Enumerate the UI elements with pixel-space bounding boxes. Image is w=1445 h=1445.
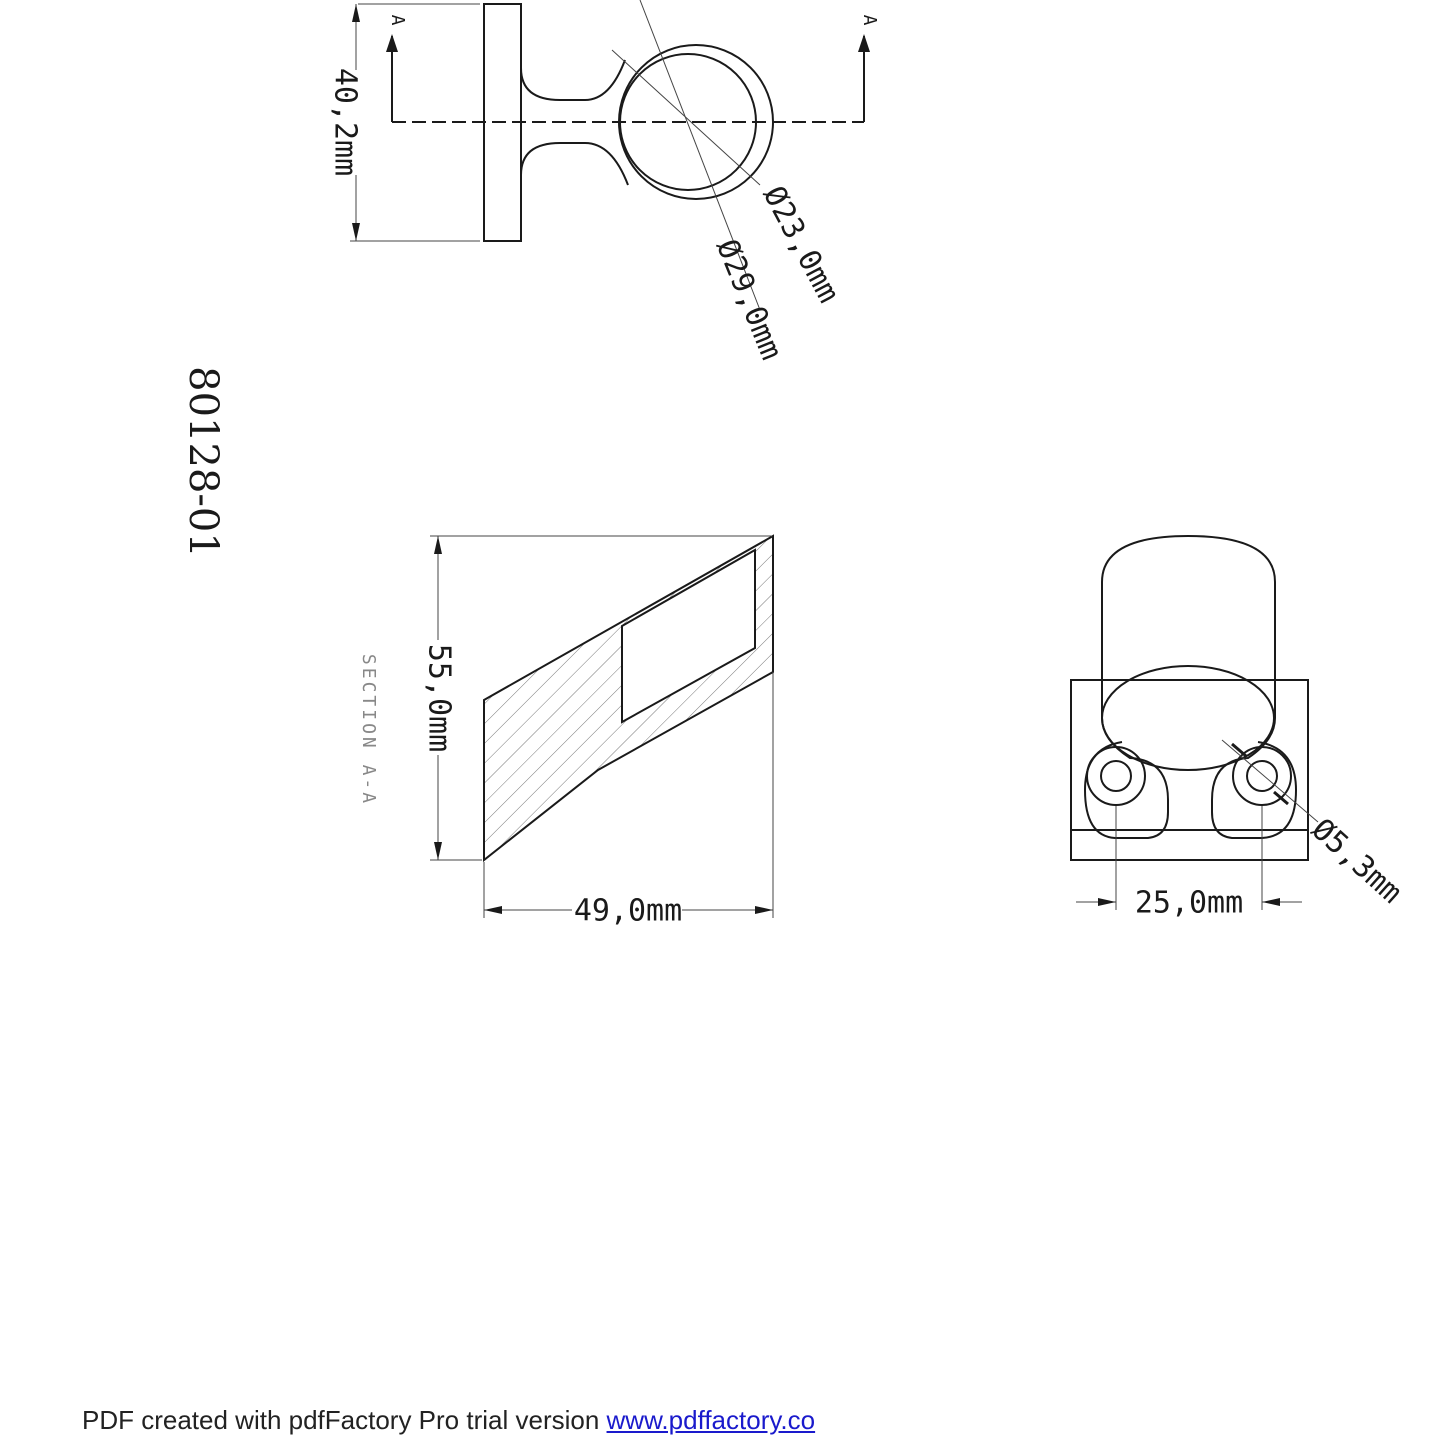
section-label: SECTION A-A	[358, 653, 379, 807]
dim-arrow	[755, 906, 773, 914]
front-lobe-left	[1085, 718, 1168, 838]
outer-diameter-label: Ø29,0mm	[709, 234, 789, 365]
dim-arrow	[434, 536, 442, 554]
section-view	[358, 536, 773, 929]
section-arrow-left	[386, 34, 398, 52]
height-dimension: 40,2mm	[327, 67, 363, 177]
footer-text: PDF created with pdfFactory Pro trial version	[82, 1405, 607, 1435]
pdf-footer	[82, 1405, 815, 1436]
mount-hole-left	[1101, 761, 1131, 791]
dim-arrow	[484, 906, 502, 914]
front-cylinder-end	[1102, 666, 1274, 770]
front-cylinder	[1102, 536, 1275, 718]
part-number: 80128-01	[180, 366, 226, 558]
spacing-dimension: 25,0mm	[1134, 885, 1244, 921]
mount-hole-outer-right	[1233, 747, 1291, 805]
top-view	[328, 0, 881, 365]
section-width-dimension: 49,0mm	[573, 893, 683, 929]
top-view-neck-upper	[521, 4, 625, 100]
top-view-neck-lower	[521, 143, 628, 241]
dim-arrow	[352, 4, 360, 22]
section-marker-left: A	[387, 14, 408, 26]
dim-arrow	[352, 223, 360, 241]
dim-arrow	[1098, 898, 1116, 906]
inner-diameter-label: Ø23,0mm	[755, 180, 847, 309]
front-lobe-right	[1212, 718, 1296, 838]
dim-arrow	[1262, 898, 1280, 906]
mount-hole-outer-left	[1087, 747, 1145, 805]
front-view	[1071, 536, 1409, 921]
hole-diameter-label: Ø5,3mm	[1304, 811, 1409, 911]
section-marker-right: A	[859, 14, 880, 26]
hole-leader	[1222, 740, 1318, 822]
dim-arrow	[434, 842, 442, 860]
section-arrow-right	[858, 34, 870, 52]
section-height-dimension: 55,0mm	[421, 643, 457, 753]
footer-link[interactable]: www.pdffactory.co	[606, 1405, 816, 1435]
